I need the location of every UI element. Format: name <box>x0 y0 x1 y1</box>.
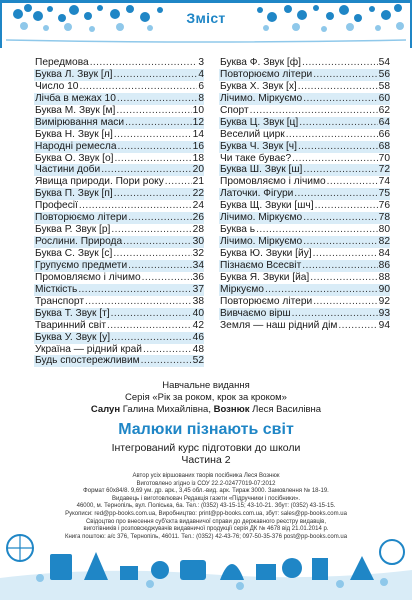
toc-entry-title: Професії <box>35 200 78 212</box>
toc-leader-dots <box>123 236 192 248</box>
toc-leader-dots <box>302 260 377 272</box>
toc-entry-page: 88 <box>378 271 390 283</box>
toc-entry <box>219 308 390 320</box>
toc-leader-dots <box>113 69 197 81</box>
toc-entry-page: 75 <box>378 188 390 200</box>
toc-entry-title: Буква Т. Звук [т] <box>35 307 110 319</box>
toc-entry <box>219 236 390 248</box>
imprint-line: Автор усіх віршованих творів посібника Леся Вознюк <box>132 473 280 479</box>
toc-entry-page: 38 <box>192 295 204 307</box>
toc-entry-title: Буква Л. Звук [л] <box>35 68 113 80</box>
toc-entry-page: 16 <box>192 140 204 152</box>
imprint-line: виготівників і розповсюджувачів видавничої продукції серія ДК № 4678 від 21.01.2014 р. <box>83 526 329 533</box>
toc-leader-dots <box>302 57 378 69</box>
toc-leader-dots <box>141 355 192 367</box>
toc-entry <box>219 164 390 176</box>
toc-entry <box>34 69 204 81</box>
toc-entry-title: Явища природи. Пори року <box>35 176 164 188</box>
toc-leader-dots <box>313 248 378 260</box>
toc-entry-page: 34 <box>192 259 204 271</box>
toc-right-column <box>219 57 390 332</box>
book-subtitle: Інтегрований курс підготовки до школи <box>111 442 301 454</box>
toc-leader-dots <box>113 248 191 260</box>
toc-entry-page: 94 <box>378 319 390 331</box>
toc-entry <box>34 129 204 141</box>
toc-leader-dots <box>114 188 192 200</box>
toc-entry-page: 64 <box>378 116 390 128</box>
imprint-series: Серія «Рік за роком, крок за кроком» <box>125 392 287 403</box>
toc-entry <box>34 308 204 320</box>
toc-leader-dots <box>116 105 191 117</box>
toc-entry-page: 74 <box>378 176 390 188</box>
toc-entry-page: 90 <box>378 283 390 295</box>
toc-leader-dots <box>265 284 378 296</box>
toc-entry-page: 58 <box>378 80 390 92</box>
toc-entry-title: Частини доби <box>35 164 101 176</box>
toc-entry-page: 6 <box>198 80 204 92</box>
toc-entry <box>34 81 204 93</box>
toc-leader-dots <box>107 320 192 332</box>
toc-entry-page: 46 <box>192 331 204 343</box>
toc-leader-dots <box>125 117 192 129</box>
toc-entry-page: 36 <box>192 271 204 283</box>
toc-entry-title: Буква О. Звук [о] <box>35 152 114 164</box>
toc-entry-title: Чи таке буває? <box>220 152 292 164</box>
toc-entry <box>219 117 390 129</box>
toc-entry-title: Буква У. Звук [у] <box>35 331 111 343</box>
toc-leader-dots <box>303 212 377 224</box>
toc-entry <box>34 236 204 248</box>
author-surname-1: Салун <box>90 404 121 415</box>
toc-entry-title: Промовляємо і лічимо <box>220 176 326 188</box>
toc-entry-title: Буква ь <box>220 224 256 236</box>
toc-entry-page: 76 <box>378 200 390 212</box>
toc-leader-dots <box>128 260 192 272</box>
toc-entry-page: 92 <box>378 295 390 307</box>
toc-entry-page: 32 <box>192 248 204 259</box>
toc-leader-dots <box>299 117 377 129</box>
toc-entry-title: Лічимо. Міркуємо <box>220 92 303 104</box>
toc-entry-page: 80 <box>378 224 390 236</box>
toc-entry-title: Транспорт <box>35 295 84 307</box>
toc-entry-page: 70 <box>378 152 390 164</box>
toc-entry-page: 78 <box>378 212 390 224</box>
toc-leader-dots <box>310 272 377 284</box>
toc-leader-dots <box>111 332 192 344</box>
toc-entry <box>34 284 204 296</box>
toc-entry-title: Буква Ч. Звук [ч] <box>220 140 297 152</box>
toc-entry-title: Буква Х. Звук [х] <box>220 80 297 92</box>
toc-entry-title: Місткість <box>35 283 78 295</box>
toc-leader-dots <box>117 93 197 105</box>
toc-leader-dots <box>250 105 378 117</box>
toc-entry <box>34 260 204 272</box>
toc-entry-page: 22 <box>192 188 204 200</box>
toc-leader-dots <box>303 164 377 176</box>
toc-leader-dots <box>303 236 377 248</box>
toc-entry-title: Вивчаємо вірш <box>220 307 291 319</box>
toc-entry <box>219 200 390 212</box>
toc-entry-title: Пізнаємо Всесвіт <box>220 259 302 271</box>
toc-entry-title: Буква Ш. Звук [ш] <box>220 164 303 176</box>
toc-leader-dots <box>313 296 377 308</box>
toc-entry-title: Будь спостережливим <box>35 355 140 367</box>
toc-entry-page: 52 <box>192 355 204 367</box>
toc-entry-title: Буква М. Звук [м] <box>35 104 116 116</box>
toc-entry <box>34 105 204 117</box>
toc-entry-page: 3 <box>198 57 204 68</box>
toc-entry-title: Буква П. Звук [п] <box>35 188 113 200</box>
toc-entry-title: Промовляємо і лічимо <box>35 271 141 283</box>
toc-entry <box>219 260 390 272</box>
toc-entry <box>34 200 204 212</box>
toc-entry <box>219 212 390 224</box>
toc-entry <box>219 248 390 260</box>
toc-entry-page: 28 <box>192 224 204 236</box>
toc-entry-title: Лічимо. Міркуємо <box>220 212 303 224</box>
toc-entry-page: 48 <box>192 343 204 355</box>
toc-entry <box>219 153 390 165</box>
toc-entry-page: 54 <box>378 57 390 68</box>
toc-entry <box>34 117 204 129</box>
toc-leader-dots <box>111 224 191 236</box>
toc-entry <box>219 188 390 200</box>
toc-entry-title: Земля — наш рідний дім <box>220 319 338 331</box>
imprint-line: Свідоцтво про внесення суб'єкта видавничої справи до державного реєстру видавців, <box>85 518 327 525</box>
toc-entry <box>219 81 390 93</box>
toc-entry-title: Повторюємо літери <box>35 212 128 224</box>
toc-leader-dots <box>143 344 192 356</box>
toc-entry-title: Веселий цирк <box>220 128 285 140</box>
toc-entry-page: 82 <box>378 236 390 248</box>
toc-entry-page: 93 <box>378 307 390 319</box>
decorative-bottom-illustration <box>0 508 412 600</box>
toc-entry-page: 4 <box>198 68 204 80</box>
toc-leader-dots <box>298 81 378 93</box>
toc-entry <box>34 296 204 308</box>
toc-entry-title: Лічба в межах 10 <box>35 92 116 104</box>
toc-entry-page: 84 <box>378 248 390 259</box>
toc-entry-page: 26 <box>192 212 204 224</box>
toc-entry-page: 40 <box>192 307 204 319</box>
toc-leader-dots <box>90 57 198 69</box>
toc-leader-dots <box>142 272 192 284</box>
toc-entry-title: Рослини. Природа <box>35 236 123 248</box>
toc-entry-title: Буква Щ. Звуки [шч] <box>220 200 314 212</box>
toc-leader-dots <box>327 176 378 188</box>
toc-entry-title: Повторюємо літери <box>220 68 313 80</box>
book-part: Частина 2 <box>181 454 231 466</box>
author-surname-2: Вознюк <box>213 404 250 415</box>
toc-entry-title: Число 10 <box>35 80 79 92</box>
toc-entry-title: Тваринний світ <box>35 319 106 331</box>
toc-entry-page: 86 <box>378 259 390 271</box>
imprint-line: Виготовлено згідно із СОУ 22.2-02477019-07:2012 <box>136 480 276 487</box>
toc-entry-title: Латочки. Фігури <box>220 188 294 200</box>
toc-entry <box>219 176 390 188</box>
toc-entry-page: 20 <box>192 164 204 176</box>
toc-entry <box>219 93 390 105</box>
toc-entry-page: 37 <box>192 283 204 295</box>
toc-leader-dots <box>313 69 377 81</box>
toc-entry <box>34 320 204 332</box>
toc-entry <box>34 93 204 105</box>
toc-leader-dots <box>101 164 191 176</box>
imprint-line: Рукописи: red@pp-books.com.ua, Виробництво: print@pp-books.com.ua, збут: sales@pp-books.com.ua <box>65 510 347 517</box>
toc-leader-dots <box>78 284 191 296</box>
toc-leader-dots <box>114 153 191 165</box>
toc-entry-title: Міркуємо <box>220 283 264 295</box>
toc-entry <box>219 105 390 117</box>
toc-entry-title: Україна — рідний край <box>35 343 142 355</box>
toc-entry <box>219 141 390 153</box>
toc-entry-page: 60 <box>378 92 390 104</box>
imprint-line: Видавець і виготовлювач Редакція газети «Підручники і посібники». <box>111 495 301 502</box>
toc-leader-dots <box>298 141 378 153</box>
imprint-edition-type: Навчальне видання <box>162 380 250 391</box>
toc-entry <box>34 212 204 224</box>
toc-entry-page: 12 <box>192 116 204 128</box>
toc-entry-title: Буква Р. Звук [р] <box>35 224 111 236</box>
toc-leader-dots <box>111 308 192 320</box>
toc-entry <box>34 355 204 367</box>
toc-entry-title: Вимірювання маси <box>35 116 125 128</box>
toc-entry-title: Буква С. Звук [с] <box>35 248 113 259</box>
toc-entry-page: 10 <box>192 104 204 116</box>
toc-entry-title: Буква Я. Звуки [йа] <box>220 271 310 283</box>
toc-leader-dots <box>79 81 197 93</box>
toc-leader-dots <box>128 212 191 224</box>
toc-entry-title: Спорт <box>220 104 249 116</box>
toc-entry-title: Передмова <box>35 57 89 68</box>
imprint-authors <box>0 404 412 415</box>
toc-entry <box>34 188 204 200</box>
toc-entry <box>34 248 204 260</box>
author-name-1: Галина Михайлівна, <box>120 404 214 415</box>
toc-leader-dots <box>303 93 377 105</box>
toc-entry <box>219 284 390 296</box>
page-title: Зміст <box>186 10 226 26</box>
toc-leader-dots <box>292 153 378 165</box>
toc-leader-dots <box>315 200 378 212</box>
imprint-line: 46000, м. Тернопіль, вул. Поліська, 6а. Тел.: (0352) 43-15-15; 43-10-21. Збут: (0352) 43-15-15. <box>76 503 336 510</box>
toc-entry-title: Групуємо предмети <box>35 259 128 271</box>
toc-entry <box>34 344 204 356</box>
toc-entry-title: Народні ремесла <box>35 140 117 152</box>
toc-leader-dots <box>256 224 378 236</box>
imprint-line: Формат 60х84/8. 9,69 ум. др. арк., 3,45 обл.-вид. арк. Тираж 3000. Замовлення № 18-19. <box>83 488 329 495</box>
toc-entry-page: 18 <box>192 152 204 164</box>
imprint-line: Книга поштою: а/с 376, Тернопіль, 46011. Тел.: (0352) 42-43-76; 097-50-35-376 post@pp-books.com.ua <box>64 533 348 540</box>
toc-leader-dots <box>79 200 192 212</box>
toc-leader-dots <box>292 308 378 320</box>
toc-entry-title: Буква Ю. Звуки [йу] <box>220 248 312 259</box>
toc-entry <box>219 224 390 236</box>
toc-entry <box>219 69 390 81</box>
toc-leader-dots <box>118 141 192 153</box>
toc-entry-title: Повторюємо літери <box>220 295 313 307</box>
toc-entry-title: Буква Н. Звук [н] <box>35 128 113 140</box>
toc-entry <box>34 141 204 153</box>
toc-leader-dots <box>114 129 192 141</box>
toc-entry-page: 66 <box>378 128 390 140</box>
toc-entry-page: 56 <box>378 68 390 80</box>
toc-entry-title: Лічимо. Міркуємо <box>220 236 303 248</box>
toc-entry <box>34 332 204 344</box>
toc-left-column <box>34 57 204 367</box>
toc-leader-dots <box>85 296 192 308</box>
toc-entry-page: 68 <box>378 140 390 152</box>
toc-entry <box>219 57 390 69</box>
author-name-2: Леся Василівна <box>249 404 322 415</box>
book-title: Малюки пізнають світ <box>118 421 294 438</box>
toc-entry <box>34 272 204 284</box>
toc-entry <box>219 296 390 308</box>
toc-entry-page: 21 <box>192 176 204 188</box>
toc-leader-dots <box>338 320 377 332</box>
toc-entry <box>219 320 390 332</box>
toc-entry-page: 8 <box>198 92 204 104</box>
toc-entry <box>34 164 204 176</box>
toc-leader-dots <box>294 188 377 200</box>
toc-entry-title: Буква Ц. Звук [ц] <box>220 116 299 128</box>
toc-entry <box>219 129 390 141</box>
toc-entry <box>34 153 204 165</box>
toc-entry <box>34 176 204 188</box>
toc-entry-page: 14 <box>192 128 204 140</box>
toc-entry <box>34 224 204 236</box>
toc-entry-page: 72 <box>378 164 390 176</box>
toc-leader-dots <box>165 176 192 188</box>
toc-entry-page: 42 <box>192 319 204 331</box>
toc-entry-page: 24 <box>192 200 204 212</box>
toc-entry <box>219 272 390 284</box>
toc-entry <box>34 57 204 69</box>
toc-entry-page: 62 <box>378 104 390 116</box>
toc-entry-title: Буква Ф. Звук [ф] <box>220 57 301 68</box>
toc-leader-dots <box>286 129 378 141</box>
toc-entry-page: 30 <box>192 236 204 248</box>
